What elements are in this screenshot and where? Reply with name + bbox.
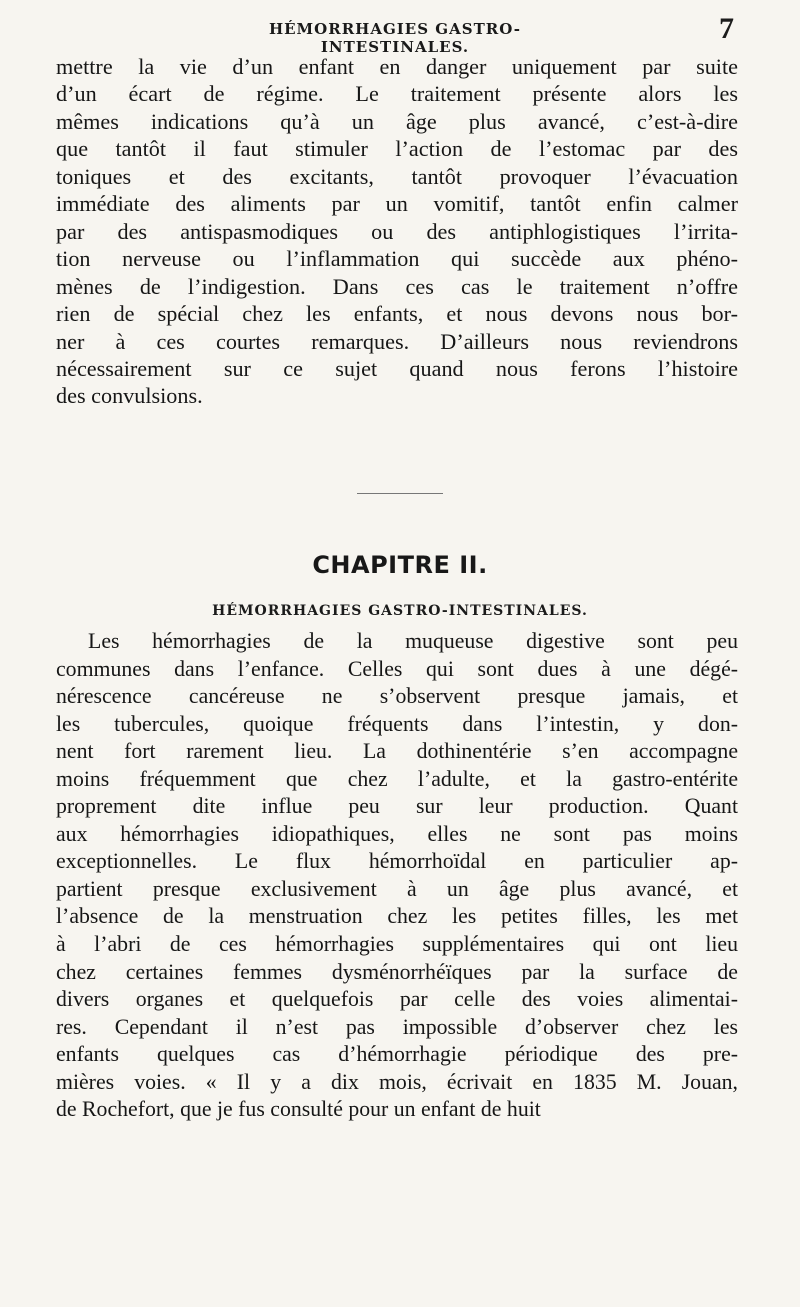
text-line: enfants quelques cas d’hémorrhagie périodique des pre- <box>56 1042 738 1067</box>
text-line: par des antispasmodiques ou des antiphlogistiques l’irrita- <box>56 218 738 244</box>
text-line: partient presque exclusivement à un âge plus avancé, et <box>56 876 738 901</box>
chapter-title: CHAPITRE II. <box>312 551 488 580</box>
upper-text-block <box>56 53 738 410</box>
text-line: exceptionnelles. Le flux hémorrhoïdal en particulier ap- <box>56 849 738 874</box>
text-line: communes dans l’enfance. Celles qui sont dues à une dégé- <box>56 656 738 681</box>
text-line: toniques et des excitants, tantôt provoquer l’évacuation <box>56 163 738 189</box>
text-line: nécessairement sur ce sujet quand nous ferons l’histoire <box>56 355 738 381</box>
chapter-subtitle: HÉMORRHAGIES GASTRO-INTESTINALES. <box>212 602 588 619</box>
text-line: immédiate des aliments par un vomitif, tantôt enfin calmer <box>56 191 738 217</box>
text-line: rien de spécial chez les enfants, et nous devons nous bor- <box>56 301 738 327</box>
text-line: nent fort rarement lieu. La dothinentérie s’en accompagne <box>56 739 738 764</box>
text-line: ner à ces courtes remarques. D’ailleurs nous reviendrons <box>56 328 738 354</box>
text-line: les tubercules, quoique fréquents dans l’intestin, y don- <box>56 711 738 736</box>
text-line: mières voies. « Il y a dix mois, écrivait en 1835 M. Jouan, <box>56 1069 738 1094</box>
running-title: HÉMORRHAGIES GASTRO-INTESTINALES. <box>268 20 522 56</box>
text-line: Les hémorrhagies de la muqueuse digestive sont peu <box>88 629 738 653</box>
text-line: mènes de l’indigestion. Dans ces cas le traitement n’offre <box>56 273 738 299</box>
text-line: mettre la vie d’un enfant en danger uniquement par suite <box>56 54 738 79</box>
lower-text-block <box>56 628 738 1124</box>
text-line: l’absence de la menstruation chez les petites filles, les met <box>56 904 738 929</box>
text-line: moins fréquemment que chez l’adulte, et la gastro-entérite <box>56 766 738 791</box>
page-number: 7 <box>719 12 734 45</box>
text-line: mêmes indications qu’à un âge plus avancé, c’est-à-dire <box>56 108 738 134</box>
text-line: divers organes et quelquefois par celle des voies alimentai- <box>56 987 738 1012</box>
text-line: des convulsions. <box>56 383 203 409</box>
text-line: chez certaines femmes dysménorrhéïques par la surface de <box>56 959 738 984</box>
text-line: proprement dite influe peu sur leur production. Quant <box>56 794 738 819</box>
text-line: nérescence cancéreuse ne s’observent presque jamais, et <box>56 684 738 709</box>
text-line: à l’abri de ces hémorrhagies supplémentaires qui ont lieu <box>56 932 738 957</box>
text-line: res. Cependant il n’est pas impossible d’observer chez les <box>56 1014 738 1039</box>
section-divider <box>357 493 443 494</box>
text-line: que tantôt il faut stimuler l’action de l’estomac par des <box>56 136 738 162</box>
text-line: d’un écart de régime. Le traitement présente alors les <box>56 81 738 107</box>
text-line: de Rochefort, que je fus consulté pour un enfant de huit <box>56 1097 541 1122</box>
text-line: aux hémorrhagies idiopathiques, elles ne sont pas moins <box>56 821 738 846</box>
text-line: tion nerveuse ou l’inflammation qui succède aux phéno- <box>56 246 738 272</box>
